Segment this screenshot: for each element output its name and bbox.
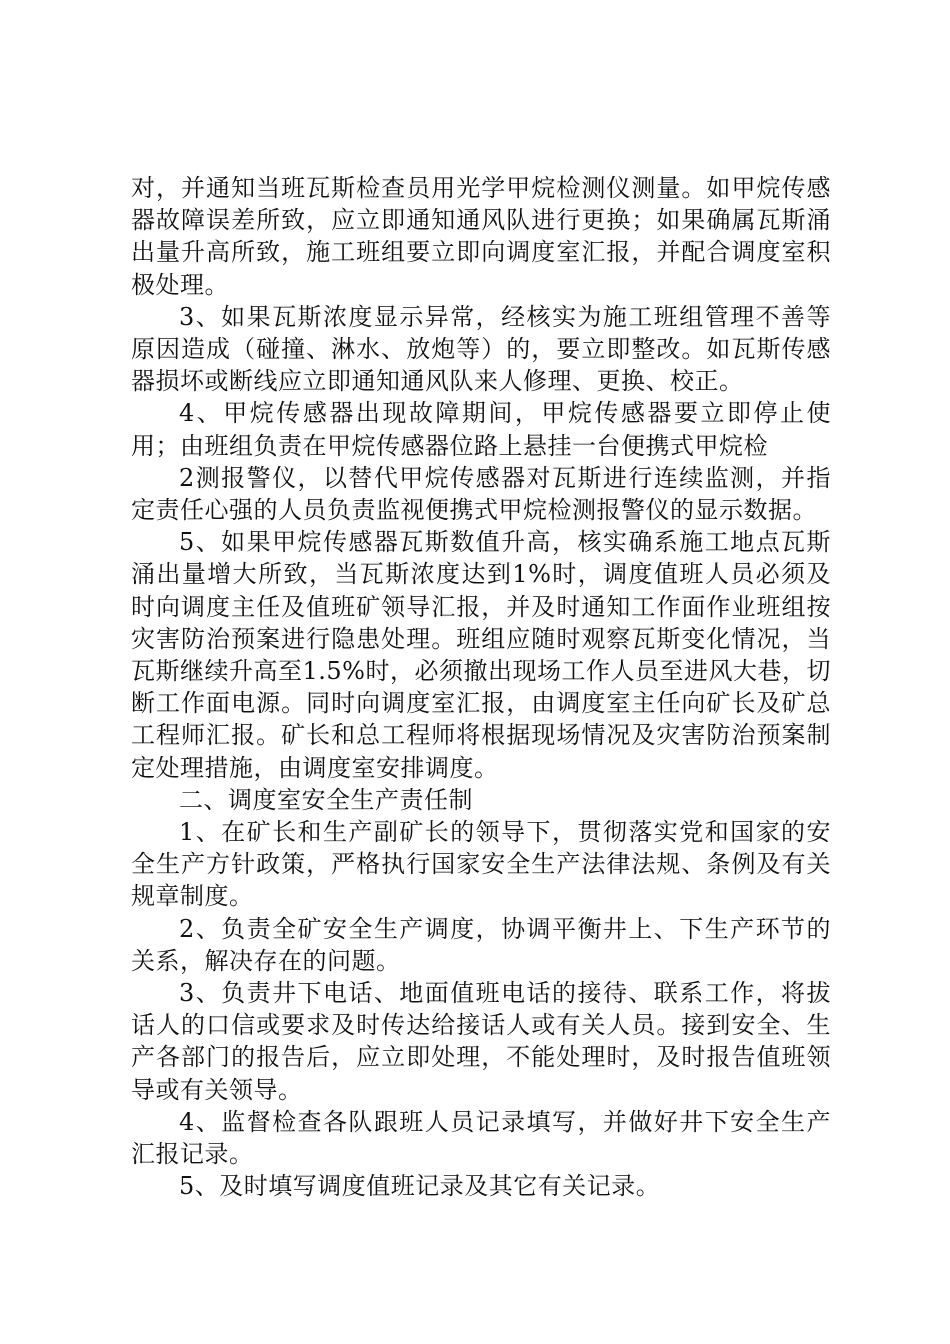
paragraph-page-break-continuation: 2测报警仪，以替代甲烷传感器对瓦斯进行连续监测，并指定责任心强的人员负责监视便携式甲烷检测报警仪的显示数据。 — [131, 463, 831, 525]
section-heading-dispatch-responsibility: 二、调度室安全生产责任制 — [179, 785, 473, 814]
paragraph-duty-4: 4、监督检查各队跟班人员记录填写，并做好井下安全生产汇报记录。 — [131, 1107, 831, 1169]
paragraph-duty-1: 1、在矿长和生产副矿长的领导下，贯彻落实党和国家的安全生产方针政策，严格执行国家安全生产法律法规、条例及有关规章制度。 — [131, 818, 831, 911]
paragraph-item-5-gas-rise: 5、如果甲烷传感器瓦斯数值升高，核实确系施工地点瓦斯涌出量增大所致，当瓦斯浓度达到1%时，调度值班人员必须及时向调度主任及值班矿领导汇报，并及时通知工作面作业班组按灾害防治预案进行隐患处理。班组应随时观察瓦斯变化情况，当瓦斯继续升高至1.5%时，必须撤出现场工作人员至进风大巷，切断工作面电源。同时向调度室汇报，由调度室主任向矿长及矿总工程师汇报。矿长和总工程师将根据现场情况及灾害防治预案制定处理措施，由调度室安排调度。 — [131, 528, 831, 782]
paragraph-duty-2: 2、负责全矿安全生产调度，协调平衡井上、下生产环节的关系，解决存在的问题。 — [131, 914, 831, 975]
paragraph-gas-check-continuation: 对，并通知当班瓦斯检查员用光学甲烷检测仪测量。如甲烷传感器故障误差所致，应立即通知通风队进行更换；如果确属瓦斯涌出量升高所致，施工班组要立即向调度室汇报，并配合调度室积极处理。 — [131, 174, 831, 299]
paragraph-item-4-sensor-fault: 4、甲烷传感器出现故障期间，甲烷传感器要立即停止使用；由班组负责在甲烷传感器位路上悬挂一台便携式甲烷检 — [131, 399, 831, 460]
document-page — [131, 172, 831, 1203]
paragraph-duty-5: 5、及时填写调度值班记录及其它有关记录。 — [179, 1172, 661, 1201]
paragraph-item-3-gas-abnormal: 3、如果瓦斯浓度显示异常，经核实为施工班组管理不善等原因造成（碰撞、淋水、放炮等）的，要立即整改。如瓦斯传感器损坏或断线应立即通知通风队来人修理、更换、校正。 — [131, 302, 831, 396]
paragraph-duty-3: 3、负责井下电话、地面值班电话的接待、联系工作，将拔话人的口信或要求及时传达给接话人或有关人员。接到安全、生产各部门的报告后，应立即处理，不能处理时，及时报告值班领导或有关领导。 — [131, 979, 831, 1104]
